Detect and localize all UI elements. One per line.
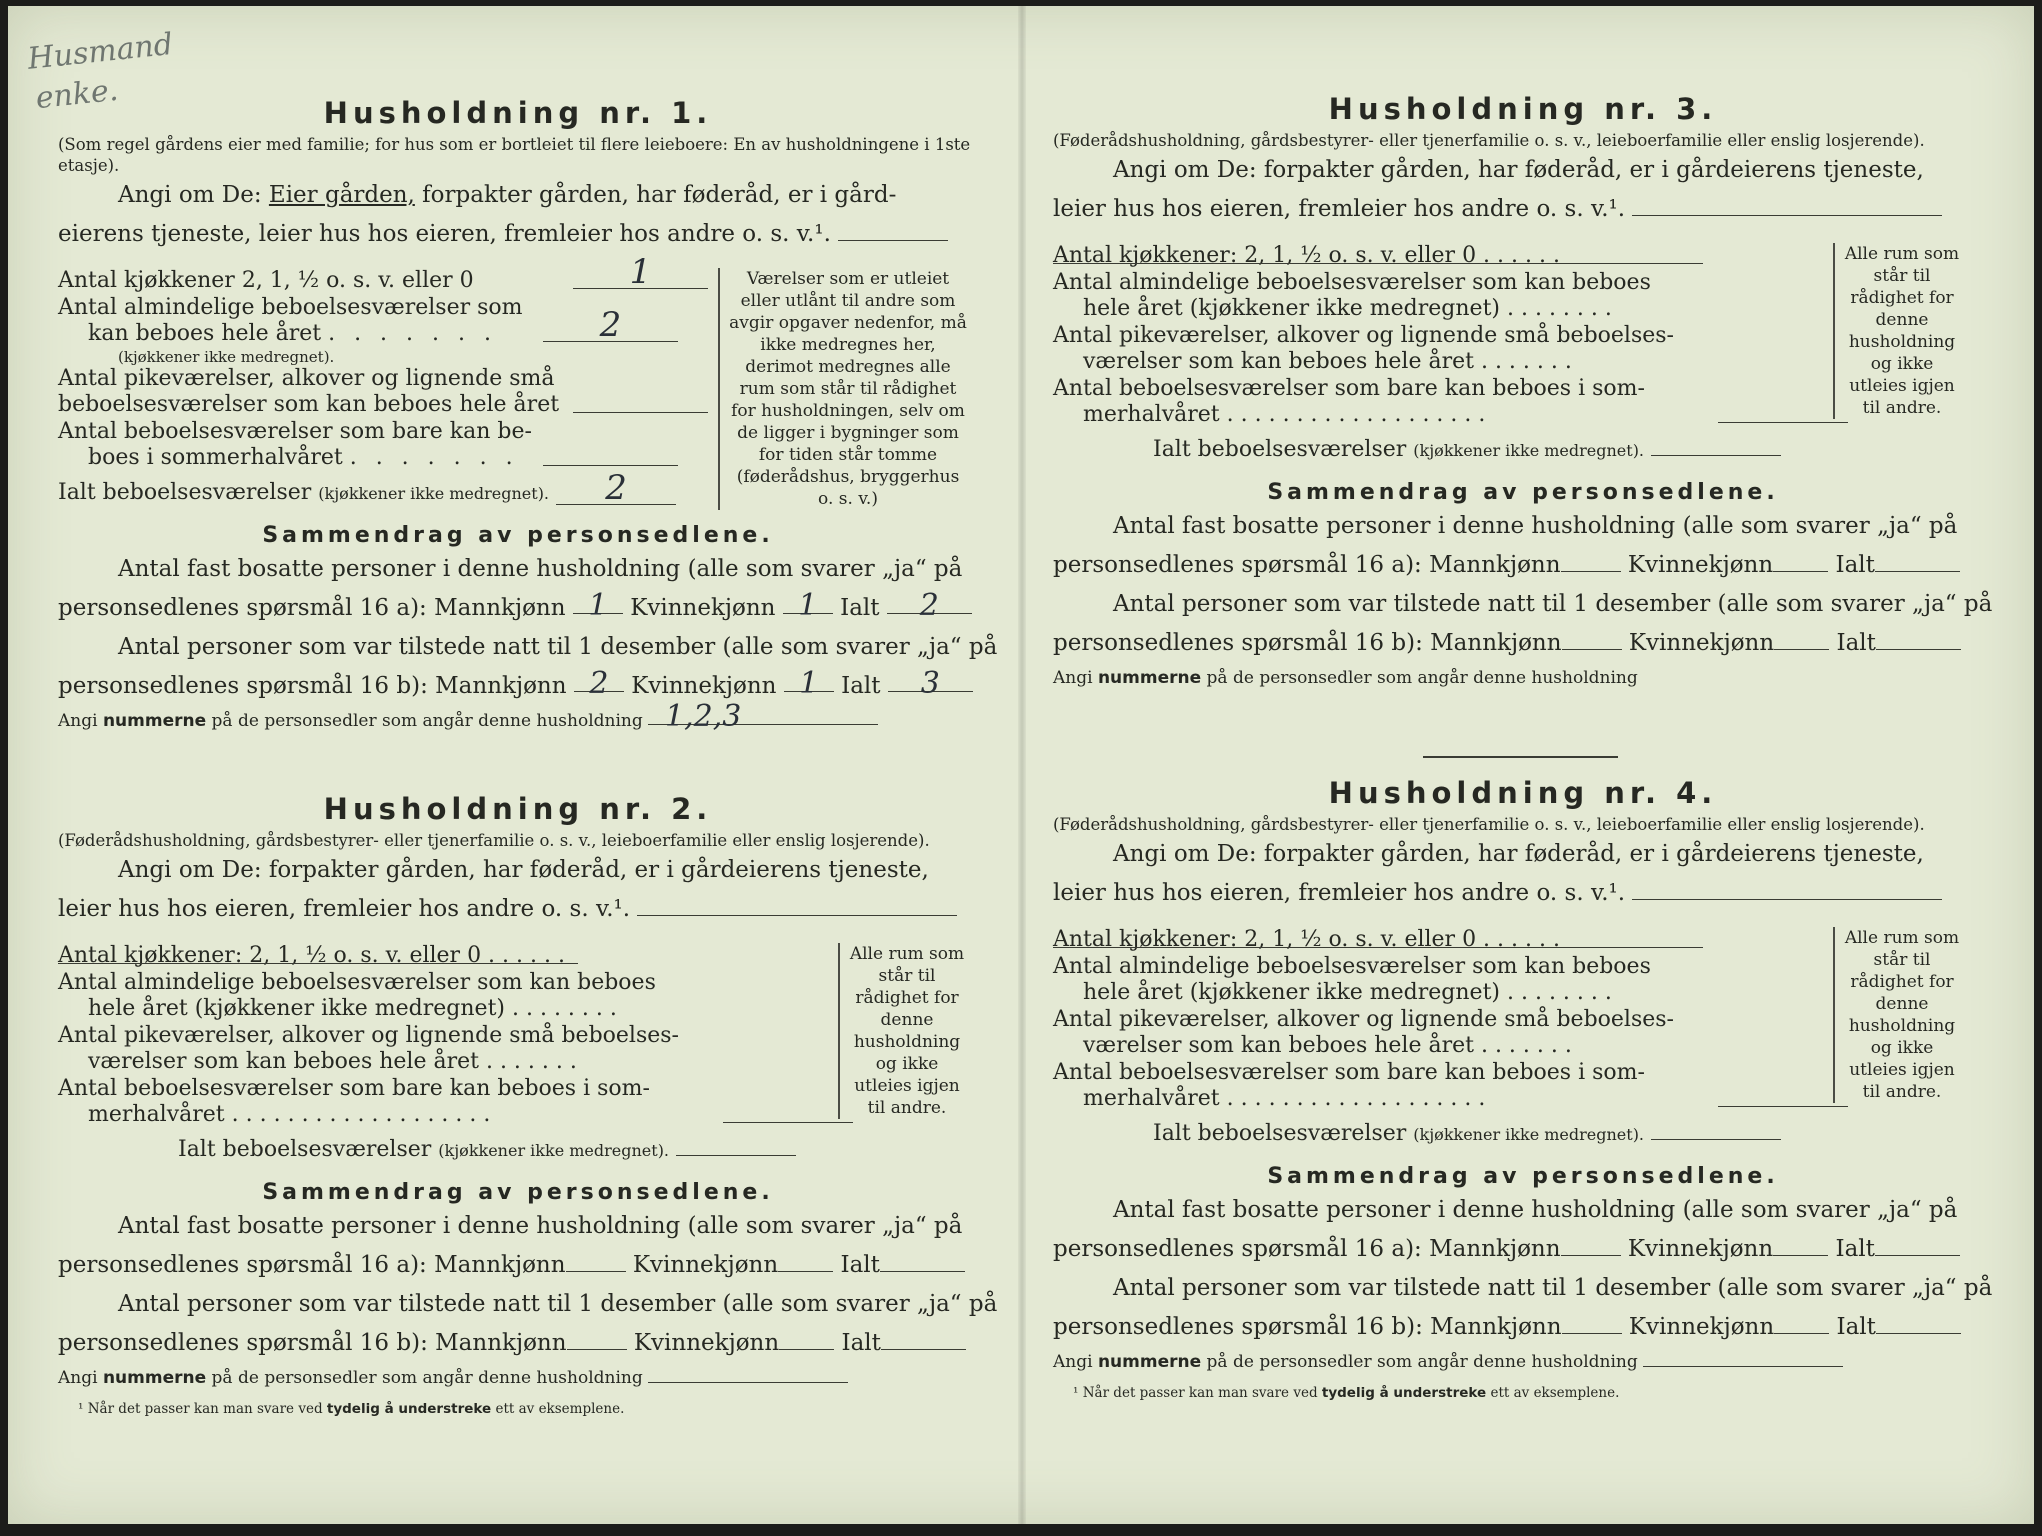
h4-total-field[interactable] — [1651, 1119, 1781, 1140]
h4-summary-2b — [1053, 1308, 1993, 1347]
h4-s2-female-field[interactable] — [1774, 1313, 1829, 1334]
h1-s1-female-field[interactable] — [783, 587, 833, 623]
a-kitchens-handwritten: 1 — [629, 252, 652, 292]
household-1-side-note: Værelser som er utleiet eller utlånt til andre som avgir opgaver nedenfor, må ikke medregnes her, derimot medregnes alle rum som står til rådighet for husholdningen, selv om de ligger i bygninger som for tiden står tomme (føderådshus, bryggerhus o. s. v.) — [718, 268, 968, 510]
household-2-side-note: Alle rum som står til rådighet for denne husholdning og ikke utleies igjen til andre. — [838, 943, 966, 1119]
h2-angi-line-2-text: leier hus hos eieren, fremleier hos andre o. s. v.¹. — [58, 896, 631, 922]
household-2-rooms — [58, 943, 978, 1166]
h1-s1-total-label: Ialt — [840, 594, 880, 621]
h3-s2-male-field[interactable] — [1562, 629, 1622, 650]
h1-s1-female-label: Kvinnekjønn — [630, 594, 776, 621]
h2-a-summer-field[interactable] — [723, 1098, 853, 1123]
h2-q-summer-1: Antal beboelsesværelser som bare kan beboes i som- — [58, 1075, 650, 1101]
left-footnote-bold: tydelig å understreke — [326, 1400, 492, 1417]
h3-numbers-bold: nummerne — [1097, 667, 1202, 688]
census-form-sheet — [8, 6, 2034, 1524]
q-kitchens-label: Antal kjøkkener 2, 1, ½ o. s. v. eller 0 — [58, 268, 474, 293]
h4-s1-female-label: Kvinnekjønn — [1627, 1235, 1774, 1262]
q-ordinary-rooms-1: Antal almindelige beboelsesværelser som — [58, 294, 523, 320]
h2-total-field[interactable] — [676, 1135, 796, 1156]
household-4-angi-line-2 — [1053, 874, 1993, 913]
household-3-title: Husholdning nr. 3. — [1328, 92, 1718, 126]
h2-numbers-pre: Angi — [58, 1367, 98, 1388]
household-2-note: (Føderådshusholdning, gårdsbestyrer- eller tjenerfamilie o. s. v., leieboerfamilie eller enslig losjerende). — [58, 831, 930, 850]
h3-s2-total-field[interactable] — [1876, 629, 1961, 650]
h2-total-paren: (kjøkkener ikke medregnet). — [438, 1140, 670, 1160]
h3-summary-1b — [1053, 546, 1993, 585]
q-summer-rooms-1: Antal beboelsesværelser som bare kan be- — [58, 418, 532, 444]
h4-s1-label: personsedlenes spørsmål 16 a): Mannkjønn — [1053, 1235, 1561, 1262]
h1-s2-label: personsedlenes spørsmål 16 b): Mannkjønn — [58, 672, 567, 699]
h4-q-kitchens-label: Antal kjøkkener: 2, 1, ½ o. s. v. eller 0 . . . . . . — [1053, 927, 1560, 952]
h1-s2-female-value: 1 — [799, 665, 819, 701]
h4-a-summer-field[interactable] — [1718, 1082, 1848, 1107]
h4-q-maid-2: værelser som kan beboes hele året . . . . . . . — [1083, 1033, 1572, 1058]
h1-s2-total-label: Ialt — [841, 672, 881, 699]
total-rooms-label: Ialt beboelsesværelser — [58, 479, 312, 505]
a-kitchens-field[interactable] — [573, 252, 708, 292]
h3-numbers-post: på de personsedler som angår denne husholdning — [1206, 667, 1638, 688]
a-ordinary-rooms-field[interactable] — [543, 305, 678, 345]
h4-q-summer-label: merhalvåret . . . . . . . . . . . . . . . . . . . — [1083, 1086, 1486, 1111]
h2-q-ordinary-2: hele året (kjøkkener ikke medregnet) . . . . . . . . — [88, 996, 617, 1021]
h2-summary-1b — [58, 1246, 978, 1285]
h4-numbers-bold: nummerne — [1097, 1351, 1202, 1372]
h1-numbers-pre: Angi — [58, 710, 98, 731]
household-3-rooms — [1053, 243, 1993, 466]
h4-numbers-pre: Angi — [1053, 1351, 1093, 1372]
h1-s1-label: personsedlenes spørsmål 16 a): Mannkjønn — [58, 594, 566, 621]
h1-s2-total-value: 3 — [920, 665, 940, 701]
h3-s1-total-field[interactable] — [1875, 551, 1960, 572]
h3-q-maid-2: værelser som kan beboes hele året . . . . . . . — [1083, 349, 1572, 374]
h1-s1-total-field[interactable] — [887, 587, 972, 623]
h1-numbers-bold: nummerne — [102, 710, 207, 731]
h2-numbers-post: på de personsedler som angår denne husholdning — [211, 1367, 643, 1388]
h1-s2-male-field[interactable] — [574, 665, 624, 701]
q-maid-rooms-1: Antal pikeværelser, alkover og lignende små — [58, 365, 555, 391]
h3-q-maid-1: Antal pikeværelser, alkover og lignende små beboelses- — [1053, 322, 1674, 348]
h1-numbers-post: på de personsedler som angår denne husholdning — [211, 710, 643, 731]
left-footnote-post: ett av eksemplene. — [495, 1400, 625, 1417]
h4-s2-male-field[interactable] — [1562, 1313, 1622, 1334]
household-1-title: Husholdning nr. 1. — [323, 96, 713, 130]
household-1-note: (Som regel gårdens eier med familie; for hus som er bortleiet til flere leieboere: En av husholdningene i 1ste etasje). — [58, 135, 971, 175]
household-2-angi-line-1: Angi om De: forpakter gården, har føderåd, er i gårdeierens tjeneste, — [118, 857, 929, 883]
household-2-title: Husholdning nr. 2. — [323, 792, 713, 826]
angi-prefix: Angi om De: — [118, 182, 262, 208]
angi-line-2-text: eierens tjeneste, leier hus hos eieren, fremleier hos andre o. s. v.¹. — [58, 221, 831, 247]
h3-angi-answer-line[interactable] — [1632, 195, 1942, 216]
h2-q-summer-2 — [58, 1102, 698, 1129]
q-ordinary-rooms-label: kan beboes hele året — [88, 321, 322, 346]
h1-s1-total-value: 2 — [919, 587, 939, 623]
q-ordinary-rooms-3: (kjøkkener ikke medregnet). — [118, 347, 335, 366]
pencil-note-line-2: enke. — [34, 72, 120, 117]
h2-angi-answer-line[interactable] — [637, 895, 957, 916]
q-maid-rooms-2 — [58, 392, 698, 419]
h4-total-label: Ialt beboelsesværelser — [1153, 1120, 1407, 1146]
h2-s2-total-field[interactable] — [881, 1329, 966, 1350]
h3-a-kitchens-field[interactable] — [1053, 263, 1703, 264]
h1-s1-male-value: 1 — [588, 587, 608, 623]
left-footnote — [78, 1399, 978, 1419]
left-footnote-pre: ¹ Når det passer kan man svare ved — [78, 1400, 323, 1417]
h2-numbers-bold: nummerne — [102, 1367, 207, 1388]
h2-s2-female-label: Kvinnekjønn — [633, 1329, 780, 1356]
a-summer-rooms-field[interactable] — [543, 441, 678, 466]
h2-numbers-line — [58, 1363, 978, 1393]
h3-s1-male-field[interactable] — [1561, 551, 1621, 572]
h1-s1-male-field[interactable] — [573, 587, 623, 623]
h2-q-summer-label: merhalvåret . . . . . . . . . . . . . . . . . . . — [88, 1102, 491, 1127]
angi-answer-line[interactable] — [838, 220, 948, 241]
h2-s1-female-field[interactable] — [778, 1251, 833, 1272]
h4-a-kitchens-field[interactable] — [1053, 947, 1703, 948]
household-4-note: (Føderådshusholdning, gårdsbestyrer- eller tjenerfamilie o. s. v., leieboerfamilie eller enslig losjerende). — [1053, 815, 1925, 834]
h1-s2-female-field[interactable] — [784, 665, 834, 701]
h4-q-maid-1: Antal pikeværelser, alkover og lignende små beboelses- — [1053, 1006, 1674, 1032]
household-4-rooms — [1053, 927, 1993, 1150]
h4-numbers-line — [1053, 1347, 1993, 1377]
h3-s2-female-field[interactable] — [1774, 629, 1829, 650]
household-1-summary-title: Sammendrag av personsedlene. — [262, 522, 774, 548]
h2-total-label: Ialt beboelsesværelser — [178, 1136, 432, 1162]
h2-q-maid-2: værelser som kan beboes hele året . . . . . . . — [88, 1049, 577, 1074]
h2-summary-2b — [58, 1324, 978, 1363]
household-4-side-note: Alle rum som står til rådighet for denne husholdning og ikke utleies igjen til andre. — [1833, 927, 1961, 1103]
right-footnote-post: ett av eksemplene. — [1490, 1384, 1620, 1401]
h2-s1-total-label: Ialt — [840, 1251, 880, 1278]
h3-q-summer-label: merhalvåret . . . . . . . . . . . . . . . . . . . — [1083, 402, 1486, 427]
angi-suffix: forpakter gården, har føderåd, er i gård- — [422, 182, 897, 208]
h3-s2-label: personsedlenes spørsmål 16 b): Mannkjønn — [1053, 629, 1562, 656]
h4-angi-answer-line[interactable] — [1632, 879, 1942, 900]
household-3-angi-line-2 — [1053, 190, 1993, 229]
h3-q-kitchens — [1053, 243, 1693, 270]
h2-s1-label: personsedlenes spørsmål 16 a): Mannkjønn — [58, 1251, 566, 1278]
h4-s1-female-field[interactable] — [1773, 1235, 1828, 1256]
h4-q-ordinary-2: hele året (kjøkkener ikke medregnet) . . . . . . . . — [1083, 980, 1612, 1005]
h2-summary-2a: Antal personer som var tilstede natt til 1 desember (alle som svarer „ja“ på — [118, 1290, 998, 1317]
household-4 — [1053, 776, 1993, 1403]
h2-q-maid-1: Antal pikeværelser, alkover og lignende små beboelses- — [58, 1022, 679, 1048]
h1-numbers-line — [58, 698, 978, 736]
h3-s2-total-label: Ialt — [1836, 629, 1876, 656]
h4-s1-total-label: Ialt — [1835, 1235, 1875, 1262]
h2-s1-total-field[interactable] — [880, 1251, 965, 1272]
h1-summary-2a: Antal personer som var tilstede natt til 1 desember (alle som svarer „ja“ på — [118, 633, 998, 660]
h1-summary-1a: Antal fast bosatte personer i denne husholdning (alle som svarer „ja“ på — [118, 555, 963, 582]
h1-s1-female-value: 1 — [798, 587, 818, 623]
household-2 — [58, 792, 998, 1419]
household-4-title: Husholdning nr. 4. — [1328, 776, 1718, 810]
household-3-angi-line-1: Angi om De: forpakter gården, har føderåd, er i gårdeierens tjeneste, — [1113, 157, 1924, 183]
h2-total-rooms — [58, 1135, 978, 1166]
h4-numbers-field[interactable] — [1643, 1350, 1843, 1367]
angi-eier-underlined: Eier gården, — [268, 182, 415, 208]
h2-s1-female-label: Kvinnekjønn — [632, 1251, 779, 1278]
h3-q-ordinary-1: Antal almindelige beboelsesværelser som kan beboes — [1053, 269, 1651, 295]
h4-s1-male-field[interactable] — [1561, 1235, 1621, 1256]
h1-summary-2b — [58, 667, 978, 706]
h2-q-ordinary-1: Antal almindelige beboelsesværelser som kan beboes — [58, 969, 656, 995]
household-1 — [58, 96, 998, 736]
household-1-angi-line-2 — [58, 215, 978, 254]
h3-total-label: Ialt beboelsesværelser — [1153, 436, 1407, 462]
a-maid-rooms-field[interactable] — [573, 388, 708, 413]
h3-s1-female-field[interactable] — [1773, 551, 1828, 572]
h4-q-summer-2 — [1053, 1086, 1693, 1113]
h4-q-ordinary-1: Antal almindelige beboelsesværelser som kan beboes — [1053, 953, 1651, 979]
h4-s2-label: personsedlenes spørsmål 16 b): Mannkjønn — [1053, 1313, 1562, 1340]
h2-summary-1a: Antal fast bosatte personer i denne husholdning (alle som svarer „ja“ på — [118, 1212, 963, 1239]
household-separator — [1423, 756, 1618, 758]
h3-angi-line-2-text: leier hus hos eieren, fremleier hos andre o. s. v.¹. — [1053, 196, 1626, 222]
h3-summary-2a: Antal personer som var tilstede natt til 1 desember (alle som svarer „ja“ på — [1113, 590, 1993, 617]
h1-numbers-field[interactable] — [648, 698, 878, 734]
h1-s2-female-label: Kvinnekjønn — [631, 672, 777, 699]
h2-q-kitchens-label: Antal kjøkkener: 2, 1, ½ o. s. v. eller 0 . . . . . . — [58, 943, 565, 968]
h3-total-rooms — [1053, 435, 1993, 466]
household-4-angi-line-1: Angi om De: forpakter gården, har føderåd, er i gårdeierens tjeneste, — [1113, 841, 1924, 867]
h2-s2-female-field[interactable] — [779, 1329, 834, 1350]
h3-summary-2b — [1053, 624, 1993, 663]
h4-s2-total-label: Ialt — [1836, 1313, 1876, 1340]
h2-s2-male-field[interactable] — [567, 1329, 627, 1350]
a-total-rooms-handwritten: 2 — [605, 467, 627, 508]
h3-q-ordinary-2: hele året (kjøkkener ikke medregnet) . . . . . . . . — [1083, 296, 1612, 321]
household-2-angi-line-2 — [58, 890, 978, 929]
h3-s1-total-label: Ialt — [1835, 551, 1875, 578]
h4-total-rooms — [1053, 1119, 1993, 1150]
h2-s1-male-field[interactable] — [566, 1251, 626, 1272]
h3-a-summer-field[interactable] — [1718, 398, 1848, 423]
right-footnote-bold: tydelig å understreke — [1321, 1384, 1487, 1401]
q-maid-rooms-label: beboelsesværelser som kan beboes hele året — [58, 392, 560, 417]
page-fold — [1018, 6, 1026, 1524]
h3-summary-1a: Antal fast bosatte personer i denne husholdning (alle som svarer „ja“ på — [1113, 512, 1958, 539]
h4-summary-1a: Antal fast bosatte personer i denne husholdning (alle som svarer „ja“ på — [1113, 1196, 1958, 1223]
a-total-rooms-field[interactable] — [556, 467, 676, 508]
h3-numbers-pre: Angi — [1053, 667, 1093, 688]
household-1-angi-line-1 — [58, 176, 978, 215]
h1-s2-total-field[interactable] — [888, 665, 973, 701]
q-ordinary-rooms-2: kan beboes hele året . . . . . . . 2 — [58, 321, 698, 348]
h3-total-paren: (kjøkkener ikke medregnet). — [1413, 440, 1645, 460]
h3-total-field[interactable] — [1651, 435, 1781, 456]
h3-q-summer-2 — [1053, 402, 1693, 429]
pencil-note-line-1: Husmand — [25, 26, 175, 77]
h4-summary-1b — [1053, 1230, 1993, 1269]
h3-s1-label: personsedlenes spørsmål 16 a): Mannkjønn — [1053, 551, 1561, 578]
household-3 — [1053, 92, 1993, 693]
h3-s1-female-label: Kvinnekjønn — [1627, 551, 1774, 578]
household-4-summary-title: Sammendrag av personsedlene. — [1267, 1163, 1779, 1189]
h1-s2-male-value: 2 — [589, 665, 609, 701]
household-2-summary-title: Sammendrag av personsedlene. — [262, 1179, 774, 1205]
h2-numbers-field[interactable] — [648, 1366, 848, 1383]
right-footnote — [1073, 1383, 1993, 1403]
a-ordinary-rooms-handwritten: 2 — [599, 305, 622, 345]
h2-s2-label: personsedlenes spørsmål 16 b): Mannkjønn — [58, 1329, 567, 1356]
h2-a-kitchens-field[interactable] — [58, 963, 578, 964]
h4-q-summer-1: Antal beboelsesværelser som bare kan beboes i som- — [1053, 1059, 1645, 1085]
h4-s2-total-field[interactable] — [1876, 1313, 1961, 1334]
q-kitchens — [58, 252, 698, 295]
right-footnote-pre: ¹ Når det passer kan man svare ved — [1073, 1384, 1318, 1401]
household-1-rooms — [58, 252, 978, 509]
h3-q-kitchens-label: Antal kjøkkener: 2, 1, ½ o. s. v. eller 0 . . . . . . — [1053, 243, 1560, 268]
h4-total-paren: (kjøkkener ikke medregnet). — [1413, 1124, 1645, 1144]
household-3-side-note: Alle rum som står til rådighet for denne husholdning og ikke utleies igjen til andre. — [1833, 243, 1961, 419]
household-3-note: (Føderådshusholdning, gårdsbestyrer- eller tjenerfamilie o. s. v., leieboerfamilie eller enslig losjerende). — [1053, 131, 1925, 150]
household-3-summary-title: Sammendrag av personsedlene. — [1267, 479, 1779, 505]
h1-summary-1b — [58, 589, 978, 628]
h4-angi-line-2-text: leier hus hos eieren, fremleier hos andre o. s. v.¹. — [1053, 880, 1626, 906]
h1-numbers-value: 1,2,3 — [664, 698, 742, 734]
h4-summary-2a: Antal personer som var tilstede natt til 1 desember (alle som svarer „ja“ på — [1113, 1274, 1993, 1301]
h4-s2-female-label: Kvinnekjønn — [1628, 1313, 1775, 1340]
h3-numbers-line — [1053, 663, 1993, 693]
h4-s1-total-field[interactable] — [1875, 1235, 1960, 1256]
h4-q-kitchens — [1053, 927, 1693, 954]
h2-q-kitchens — [58, 943, 698, 970]
h3-s2-female-label: Kvinnekjønn — [1628, 629, 1775, 656]
h3-q-summer-1: Antal beboelsesværelser som bare kan beboes i som- — [1053, 375, 1645, 401]
total-rooms-paren: (kjøkkener ikke medregnet). — [318, 483, 550, 503]
q-summer-rooms-label: boes i sommerhalvåret — [88, 445, 343, 470]
h2-s2-total-label: Ialt — [841, 1329, 881, 1356]
h4-numbers-post: på de personsedler som angår denne husholdning — [1206, 1351, 1638, 1372]
q-summer-rooms-2: boes i sommerhalvåret . . . . . . . — [58, 445, 698, 472]
